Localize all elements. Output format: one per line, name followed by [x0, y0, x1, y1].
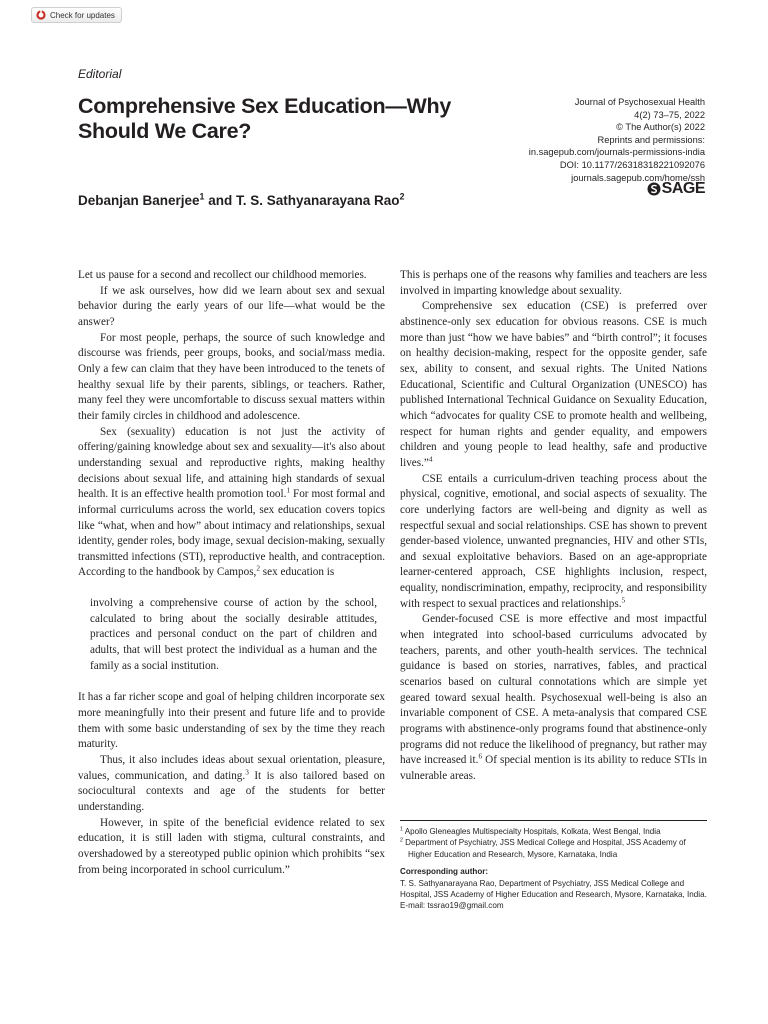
corresponding-author-email[interactable]: E-mail: tssrao19@gmail.com: [400, 901, 504, 911]
reference-marker[interactable]: 2: [256, 564, 260, 573]
sage-logo: [647, 180, 705, 198]
doi-link[interactable]: DOI: 10.1177/26318318221092076: [559, 159, 705, 170]
journal-home-link[interactable]: journals.sagepub.com/home/ssh: [571, 172, 705, 183]
paragraph: For most people, perhaps, the source of such knowledge and discourse was friends, peer groups, books, and social/mass media. Only a few can claim that they have been introduced to the tenets of healthy sexual life by their parents, siblings, or teachers. Rather, many feel they were uncomfortable to discuss sexual matters within their family circles in childhood and adolescence.: [78, 331, 385, 422]
reference-marker[interactable]: 1: [286, 486, 291, 495]
block-quote: [78, 596, 385, 674]
footnote-affiliation: [400, 837, 707, 860]
author-line: [78, 193, 404, 208]
paragraph: It has a far richer scope and goal of helping children incorporate sex more meaningfully into their present and future life and to provide them with some basic understanding of sex by the time they reach maturity.: [78, 691, 385, 751]
section-label: Editorial: [78, 67, 122, 81]
author-name: T. S. Sathyanarayana Rao: [235, 193, 400, 208]
reference-marker[interactable]: 3: [245, 767, 249, 776]
corresponding-author-text: T. S. Sathyanarayana Rao, Department of Psychiatry, JSS Medical College and Hospital, JSS Academy of Higher Education and Research, Mysore, Karnataka, India.: [400, 878, 707, 900]
journal-info: [529, 96, 705, 184]
footnote-affiliation: [400, 826, 707, 837]
paragraph: [400, 612, 707, 784]
text-run: Gender-focused CSE is more effective and most impactful when integrated into school-based curriculums advocated by teachers, parents, and other youth-health services. The technical guidance is based on stories, narratives, fables, and practical scenarios based on cultural connotations which are simple yet geared toward sexual health. Psychosexual well-being is also an invariable component of CSE. A meta-analysis that compared CSE programs with abstinence-only programs found that abstinence-only programs did not reduce the likelihood of pregnancy, but rather may have increased it.: [400, 613, 707, 767]
text-run: Comprehensive sex education (CSE) is preferred over abstinence-only sex education for obvious reasons. CSE is much more than just “how we have babies” and “birth control”; it focuses on healthy decision-making, respect for the opposite gender, safe sex, ability to consent, and sexual rights. The United Nations Educational, Scientific and Cultural Organization (UNESCO) has published International Technical Guidance on Sexuality Education, which “advocates for quality CSE to promote health and wellbeing, respect for human rights and gender equality, and empowers children and young people to lead healthy, safe and productive lives.”: [400, 300, 707, 469]
journal-copyright: © The Author(s) 2022: [616, 122, 705, 133]
reference-marker[interactable]: 4: [428, 455, 433, 464]
author-affiliation-marker: 1: [199, 191, 205, 202]
publisher-name: SAGE: [661, 180, 705, 197]
footnote-marker: 1: [400, 826, 403, 833]
journal-name: Journal of Psychosexual Health: [574, 97, 705, 107]
journal-issue: 4(2) 73–75, 2022: [634, 109, 705, 120]
permissions-link[interactable]: in.sagepub.com/journals-permissions-india: [528, 147, 705, 158]
text-run: For most formal and informal curriculums across the world, sex education covers topics like “what, when and how” about intimacy and relationships, sexual identity, gender roles, body image, sexual decision-making, sexually transmitted infections (STI), reproductive health, and contraception. According to the handbook by Campos,: [78, 488, 385, 579]
article-title: Comprehensive Sex Education—Why Should We Care?: [78, 94, 452, 143]
text-run: Of special mention is its ability to reduce STIs in vulnerable areas.: [400, 754, 707, 782]
footnote-text: Apollo Gleneagles Multispecialty Hospitals, Kolkata, West Bengal, India: [404, 827, 661, 836]
text-run: CSE entails a curriculum-driven teaching process about the physical, cognitive, emotional, and social aspects of sexuality. The core underlying factors are well-being and dignity as well as respectful sexual and social relationships. CSE has shown to prevent gender-based violence, unwanted pregnancies, HIV and other STIs, and sexual exploitative behaviors. Based on an age-appropriate learner-centered approach, CSE highlights inclusion, respect, equality, nondiscrimination, empathy, reciprocity, and responsibility with respect to sexual practices and relationships.: [400, 472, 707, 610]
quote-text: involving a comprehensive course of action by the school, calculated to bring about the socially desirable attitudes, practices and personal conduct on the part of children and adults, that will best protect the individual as a human and the family as a social institution.: [90, 597, 377, 672]
footnote-text: Department of Psychiatry, JSS Medical College and Hospital, JSS Academy of Higher Education and Research, Mysore, Karnataka, India: [405, 838, 686, 859]
check-for-updates-icon: [36, 10, 46, 20]
reference-marker[interactable]: 6: [478, 752, 483, 761]
footnote-divider: [400, 820, 707, 821]
text-run: Thus, it also includes ideas about sexual orientation, pleasure, values, communication, and dating.: [78, 754, 385, 782]
check-for-updates-label: Check for updates: [50, 10, 115, 20]
sage-logo-icon: [647, 182, 661, 196]
body-column-right: [400, 268, 707, 785]
footnote-marker: 2: [400, 837, 403, 844]
check-for-updates-button[interactable]: [31, 7, 122, 23]
paragraph: [400, 472, 707, 613]
author-name: Debanjan Banerjee: [78, 193, 200, 208]
paragraph: [78, 753, 385, 816]
body-column-left: [78, 268, 385, 878]
paragraph: However, in spite of the beneficial evidence related to sex education, it is still laden with stigma, cultural constraints, and overshadowed by a stereotyped public opinion which prohibits “sex from being incorporated in school curriculum.”: [78, 816, 385, 876]
author-affiliation-marker: 2: [399, 191, 405, 202]
journal-reprints: Reprints and permissions:: [597, 134, 705, 145]
paragraph: If we ask ourselves, how did we learn about sex and sexual behavior during the early years of our life—what would be the answer?: [78, 284, 385, 328]
paragraph: [78, 425, 385, 582]
paragraph: [400, 299, 707, 471]
paragraph: This is perhaps one of the reasons why families and teachers are less involved in imparting knowledge about sexuality.: [400, 269, 707, 297]
text-run: It is also tailored based on sociocultural contexts and age of the students for better understanding.: [78, 769, 385, 813]
corresponding-author-heading: Corresponding author:: [400, 867, 489, 877]
footnotes: [400, 826, 707, 912]
reference-marker[interactable]: 5: [621, 596, 626, 605]
paragraph: Let us pause for a second and recollect our childhood memories.: [78, 269, 367, 281]
text-run: Sex (sexuality) education is not just the activity of offering/gaining knowledge about sex and sexuality—it's also about understanding sexual and reproductive rights, making healthy decisions about sexual life, and attaining high standards of sexual health. It is an effective health promotion tool.: [78, 425, 385, 501]
author-joiner: and: [208, 193, 233, 208]
text-run: sex education is: [260, 566, 335, 579]
